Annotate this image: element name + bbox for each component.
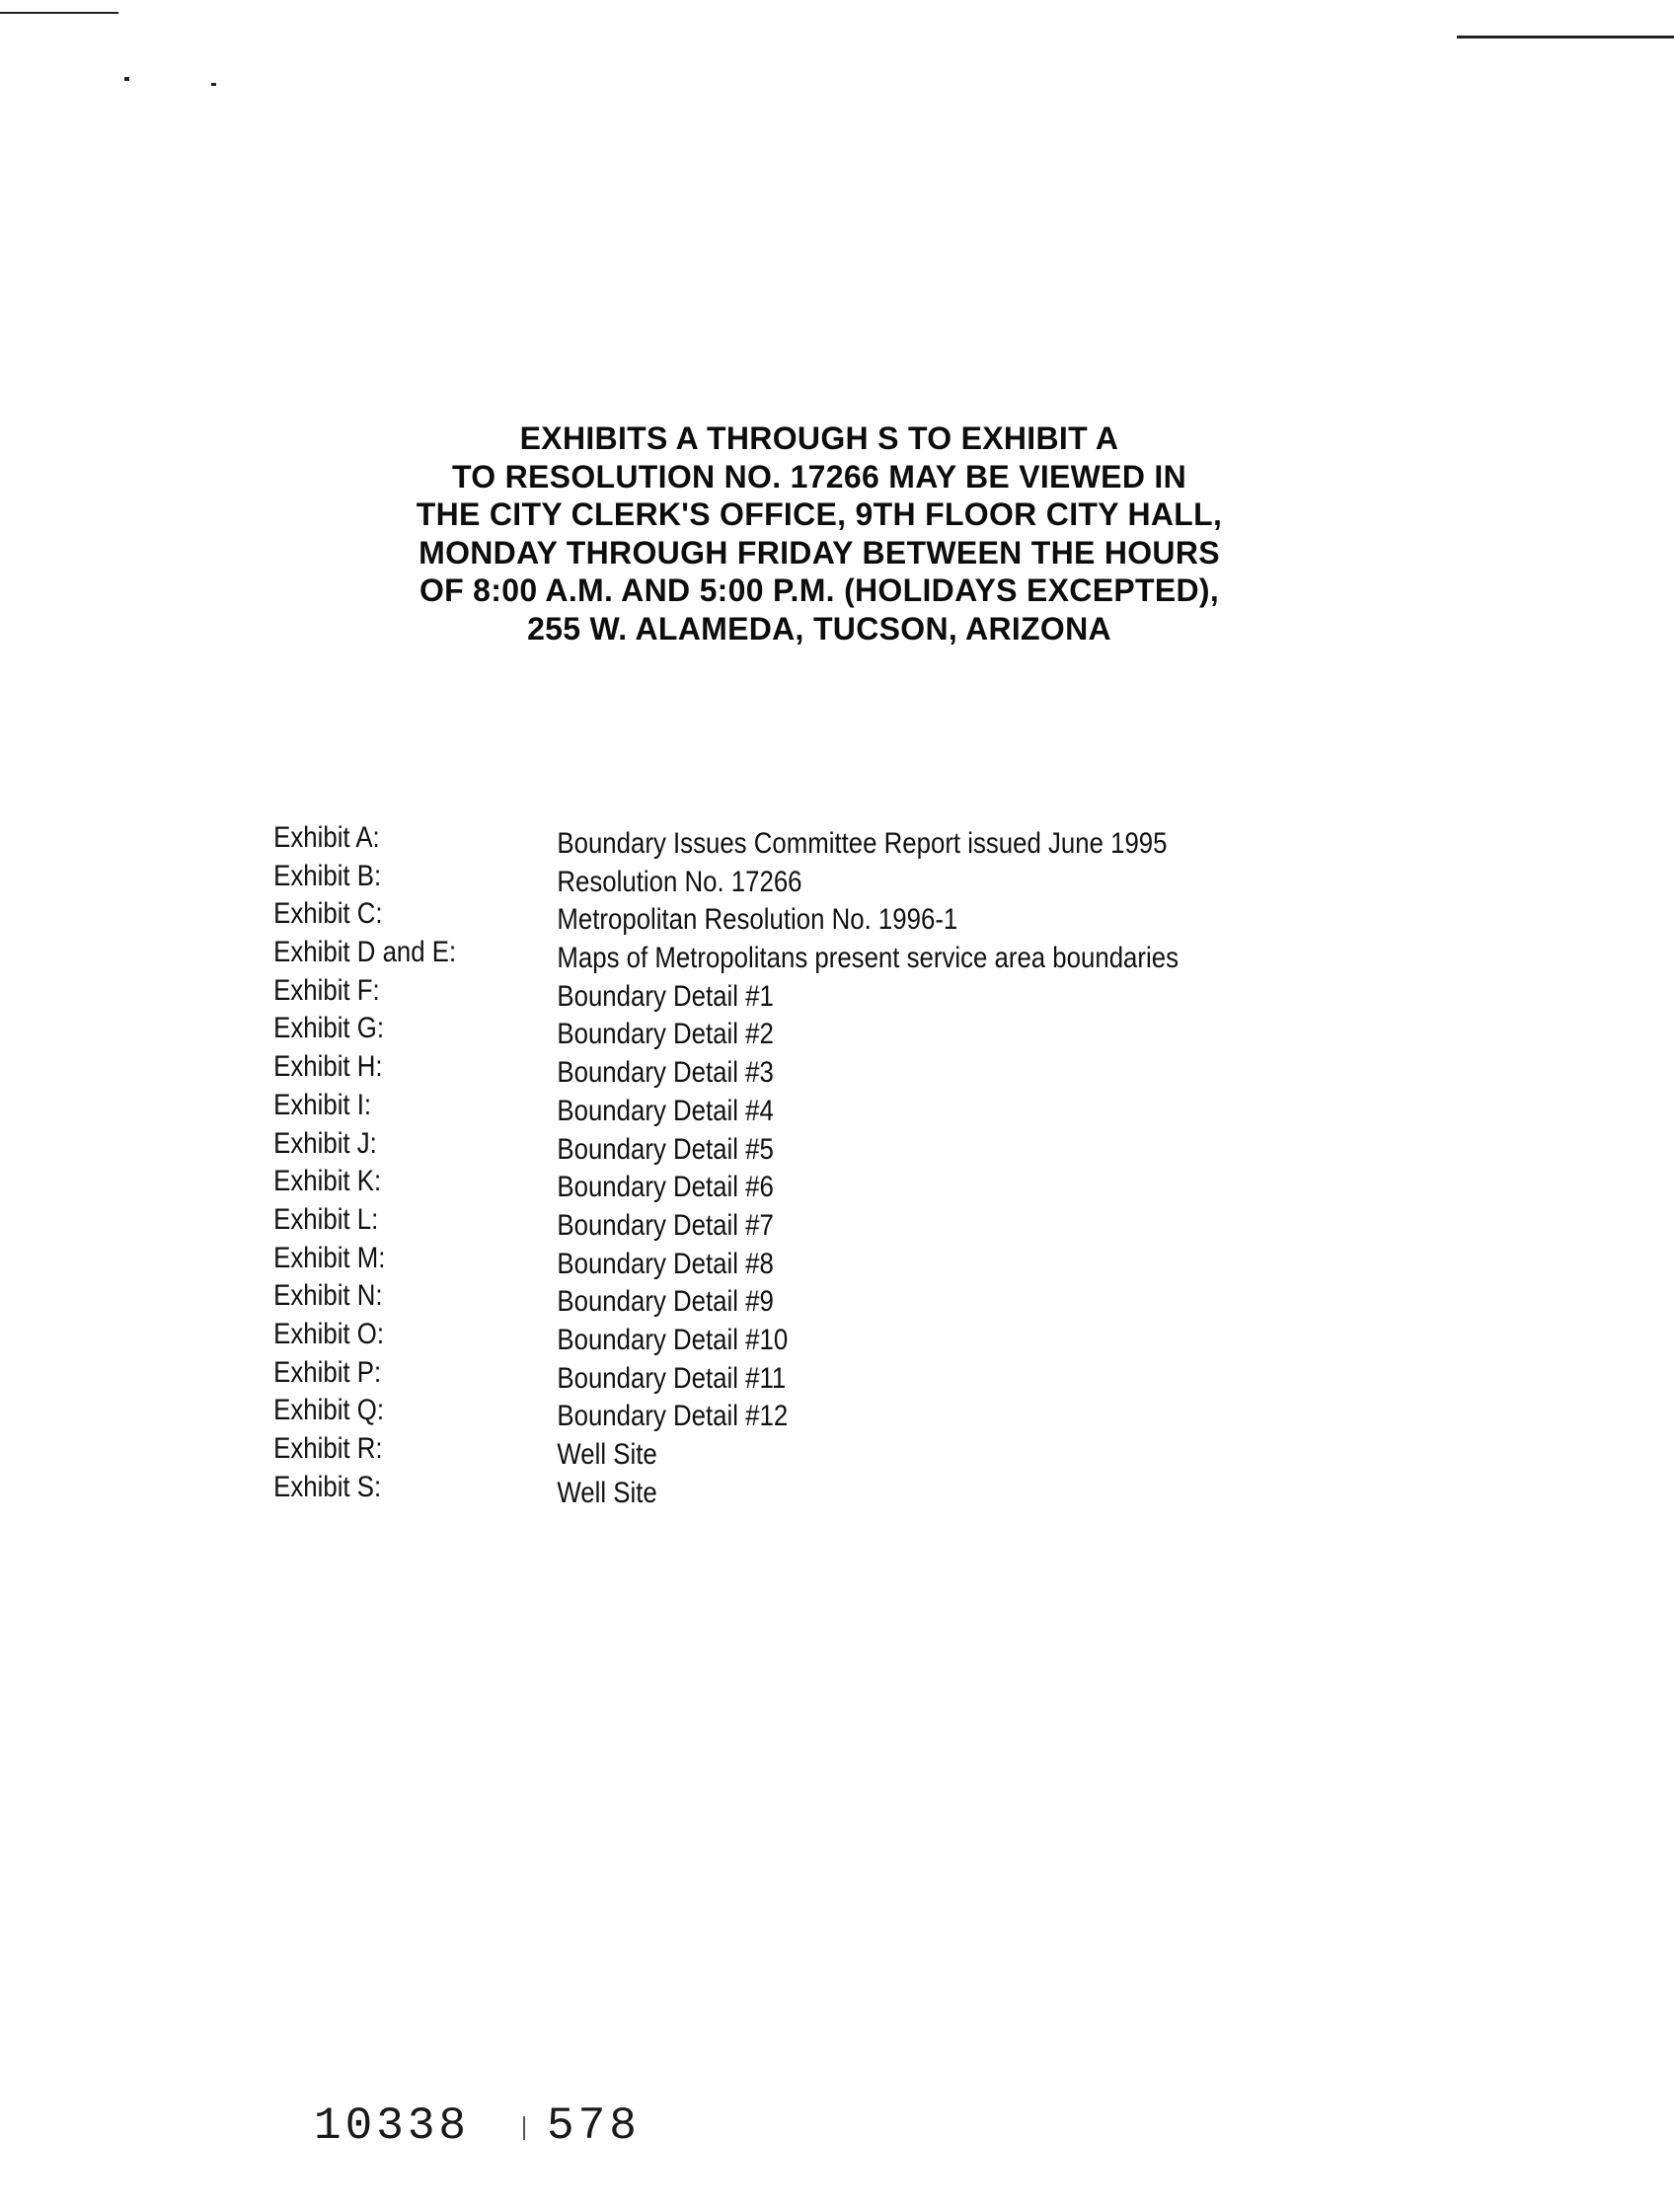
exhibit-label: Exhibit C: xyxy=(273,897,383,931)
exhibit-description: Boundary Detail #7 xyxy=(557,1208,774,1242)
exhibit-label: Exhibit G: xyxy=(273,1012,385,1045)
heading-line: TO RESOLUTION NO. 17266 MAY BE VIEWED IN xyxy=(451,458,1187,495)
exhibit-row xyxy=(268,1203,1117,1242)
exhibit-label: Exhibit L: xyxy=(273,1202,379,1236)
exhibit-label: Exhibit A: xyxy=(273,821,380,854)
scan-line-top-left xyxy=(0,12,118,14)
exhibit-description: Boundary Detail #12 xyxy=(557,1400,789,1433)
exhibit-description: Boundary Detail #6 xyxy=(557,1171,774,1204)
exhibit-row xyxy=(268,974,1117,1013)
exhibit-label: Exhibit I: xyxy=(273,1088,372,1121)
exhibit-row xyxy=(268,1394,1117,1432)
exhibit-label: Exhibit J: xyxy=(273,1126,377,1160)
exhibit-label: Exhibit R: xyxy=(273,1432,383,1465)
exhibit-list xyxy=(268,821,1256,1508)
exhibit-row xyxy=(268,821,1168,860)
exhibit-description: Metropolitan Resolution No. 1996-1 xyxy=(557,903,958,937)
heading-line: EXHIBITS A THROUGH S TO EXHIBIT A xyxy=(519,420,1119,456)
exhibit-row xyxy=(268,860,1117,898)
exhibit-row xyxy=(268,1050,1117,1089)
exhibit-description: Boundary Detail #1 xyxy=(557,979,774,1013)
heading-line: OF 8:00 A.M. AND 5:00 P.M. (HOLIDAYS EXCEPTED), xyxy=(418,572,1220,608)
exhibit-description: Boundary Detail #3 xyxy=(557,1056,774,1090)
exhibit-description: Resolution No. 17266 xyxy=(557,865,802,898)
exhibit-label: Exhibit Q: xyxy=(273,1394,385,1427)
exhibit-row xyxy=(268,1165,1117,1203)
heading-line: THE CITY CLERK'S OFFICE, 9TH FLOOR CITY HALL, xyxy=(416,496,1223,532)
exhibit-description: Boundary Detail #11 xyxy=(557,1361,787,1395)
exhibit-description: Boundary Detail #8 xyxy=(557,1247,774,1280)
exhibit-description: Maps of Metropolitans present service area boundaries xyxy=(557,942,1179,975)
exhibit-description: Well Site xyxy=(557,1476,657,1509)
exhibit-label: Exhibit M: xyxy=(273,1241,386,1274)
exhibit-label: Exhibit K: xyxy=(273,1165,382,1198)
exhibit-row xyxy=(268,1356,1117,1395)
scan-tick-mark xyxy=(523,2116,525,2140)
scan-line-top-right xyxy=(1457,36,1674,38)
heading-line: 255 W. ALAMEDA, TUCSON, ARIZONA xyxy=(527,610,1111,647)
exhibit-description: Well Site xyxy=(557,1438,657,1471)
exhibit-row xyxy=(268,1012,1117,1050)
exhibit-label: Exhibit S: xyxy=(273,1470,382,1503)
exhibit-label: Exhibit F: xyxy=(273,973,380,1007)
scan-dot xyxy=(124,77,129,81)
exhibit-label: Exhibit H: xyxy=(273,1050,383,1084)
exhibit-row xyxy=(268,897,1117,936)
exhibit-description: Boundary Detail #10 xyxy=(557,1323,789,1356)
exhibit-label: Exhibit N: xyxy=(273,1279,383,1313)
exhibit-row xyxy=(268,1432,1117,1471)
exhibit-description: Boundary Detail #4 xyxy=(557,1094,774,1127)
scan-dot xyxy=(211,83,216,86)
document-number-right: 578 xyxy=(547,2100,641,2152)
exhibit-row xyxy=(268,936,1179,975)
exhibit-row xyxy=(268,1279,1117,1318)
exhibit-row xyxy=(268,1089,1117,1127)
exhibit-description: Boundary Detail #5 xyxy=(557,1132,774,1166)
heading-line: MONDAY THROUGH FRIDAY BETWEEN THE HOURS xyxy=(418,534,1220,571)
exhibit-row xyxy=(268,1318,1117,1356)
document-number-left: 10338 xyxy=(314,2100,471,2152)
exhibit-row xyxy=(268,1242,1117,1280)
exhibit-label: Exhibit O: xyxy=(273,1317,385,1350)
notice-heading xyxy=(326,420,1313,648)
exhibit-label: Exhibit P: xyxy=(273,1355,382,1389)
exhibit-description: Boundary Detail #9 xyxy=(557,1285,774,1319)
exhibit-row xyxy=(268,1127,1117,1166)
exhibit-label: Exhibit B: xyxy=(273,859,382,892)
exhibit-description: Boundary Detail #2 xyxy=(557,1018,774,1051)
exhibit-label: Exhibit D and E: xyxy=(273,936,457,969)
exhibit-row xyxy=(268,1471,1117,1509)
exhibit-description: Boundary Issues Committee Report issued June 1995 xyxy=(557,827,1168,860)
